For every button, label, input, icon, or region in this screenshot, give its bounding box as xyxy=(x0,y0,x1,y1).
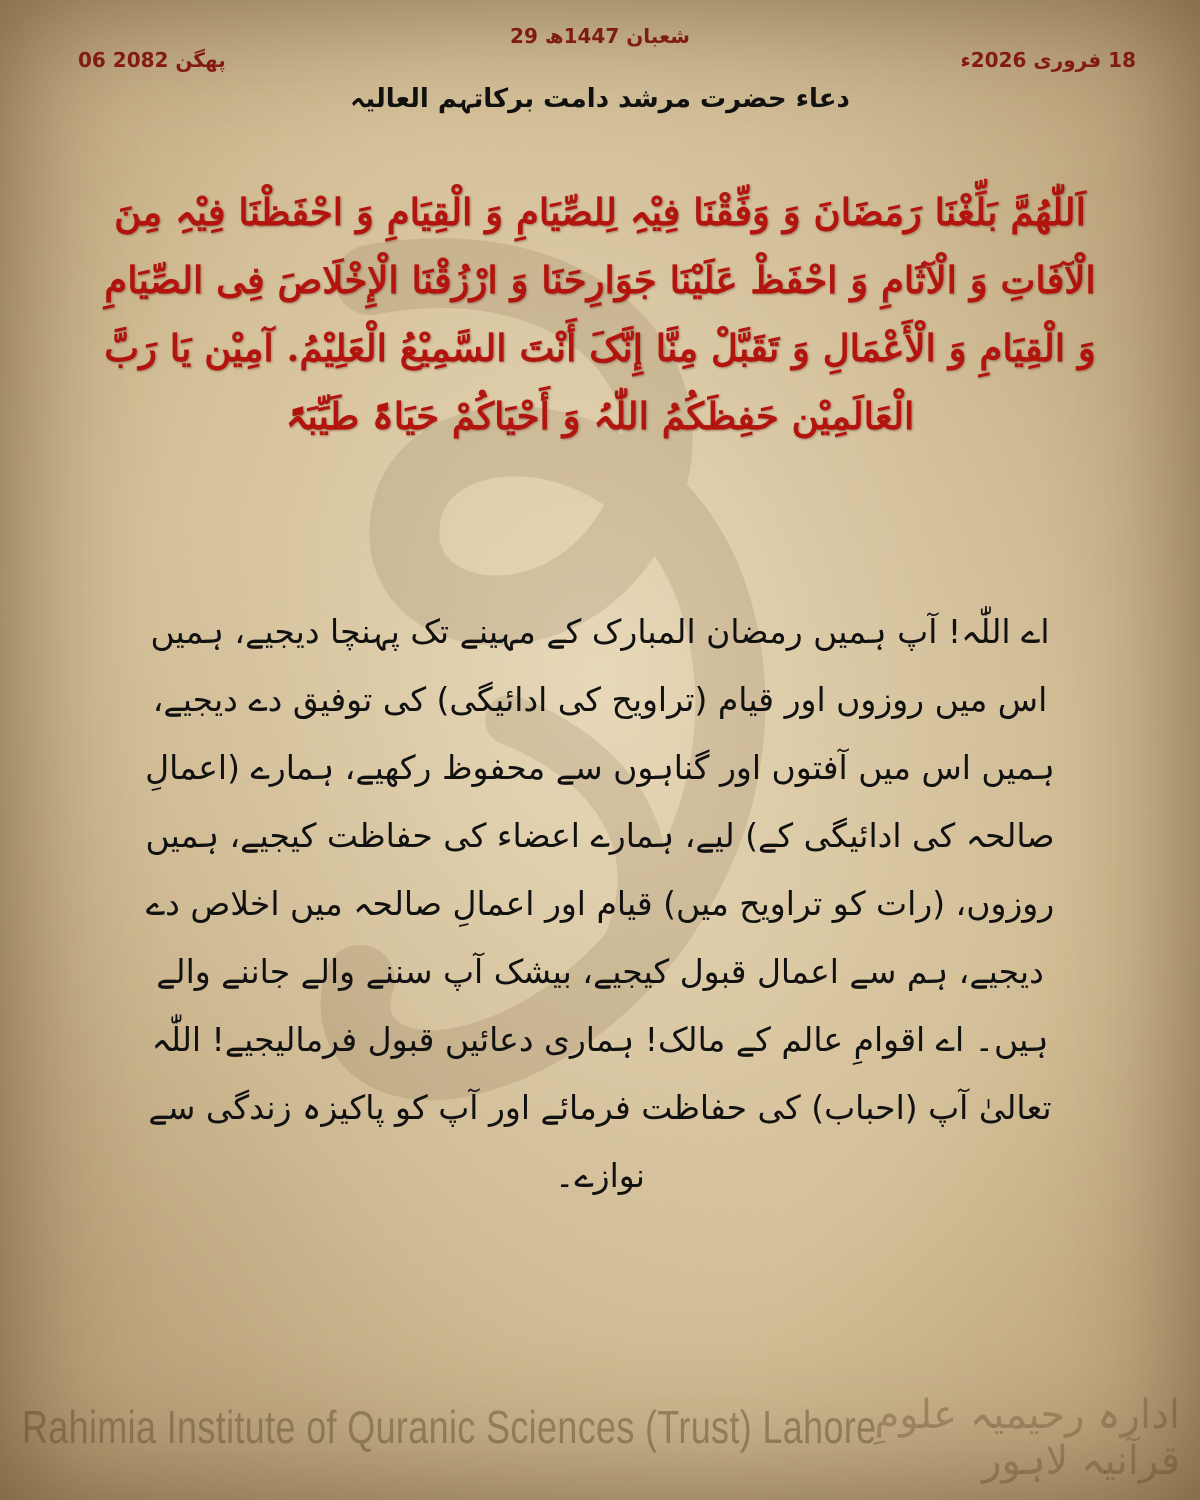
bikrami-date: 06 پھگن 2082 xyxy=(78,48,226,72)
institute-logo-urdu: ادارہ رحیمیہ علومِ قرآنیہ لاہور xyxy=(874,1392,1180,1484)
gregorian-date: 18 فروری 2026ء xyxy=(960,48,1136,72)
hijri-date: 29 شعبان 1447ھ xyxy=(510,24,690,48)
institute-name-english: Rahimia Institute of Quranic Sciences (Trust) Lahore xyxy=(22,1401,877,1453)
urdu-translation-text: اے اللّٰہ! آپ ہمیں رمضان المبارک کے مہینے تک پہنچا دیجیے، ہمیں اس میں روزوں اور قیام (تراویح کی ادائیگی) کی توفیق دے دیجیے، ہمیں اس میں آفتوں اور گناہوں سے محفوظ رکھیے، ہمارے (اعمالِ صالحہ کی ادائیگی کے) لیے، ہمارے اعضاء کی حفاظت کیجیے، ہمیں روزوں، (رات کو تراویح میں) قیام اور اعمالِ صالحہ میں اخلاص دے دیجیے، ہم سے اعمال قبول کیجیے، بیشک آپ سننے والے جاننے والے ہیں۔ اے اقوامِ عالم کے مالک! ہماری دعائیں قبول فرمالیجیے! اللّٰہ تعالیٰ آپ (احباب) کی حفاظت فرمائے اور آپ کو پاکیزہ زندگی سے نوازے۔ xyxy=(145,612,1055,1195)
dua-heading: دعاء حضرت مرشد دامت برکاتہم العالیہ xyxy=(350,84,850,114)
arabic-dua-text: اَللّٰھُمَّ بَلِّغْنَا رَمَضَانَ وَ وَفِّقْنَا فِیْہِ لِلصِّیَامِ وَ الْقِیَامِ وَ احْفَظْنَا فِیْہِ مِنَ الْآفَاتِ وَ الْآثَامِ وَ احْفَظْ عَلَیْنَا جَوَارِحَنَا وَ ارْزُقْنَا الْإِخْلَاصَ فِی الصِّیَامِ وَ الْقِیَامِ وَ الْأَعْمَالِ وَ تَقَبَّلْ مِنَّا إِنَّکَ أَنْتَ السَّمِیْعُ الْعَلِیْمُ. آمِیْن یَا رَبَّ الْعَالَمِیْن حَفِظَکُمُ اللّٰہُ وَ أَحْیَاکُمْ حَیَاۃً طَیِّبَۃً xyxy=(104,190,1096,438)
